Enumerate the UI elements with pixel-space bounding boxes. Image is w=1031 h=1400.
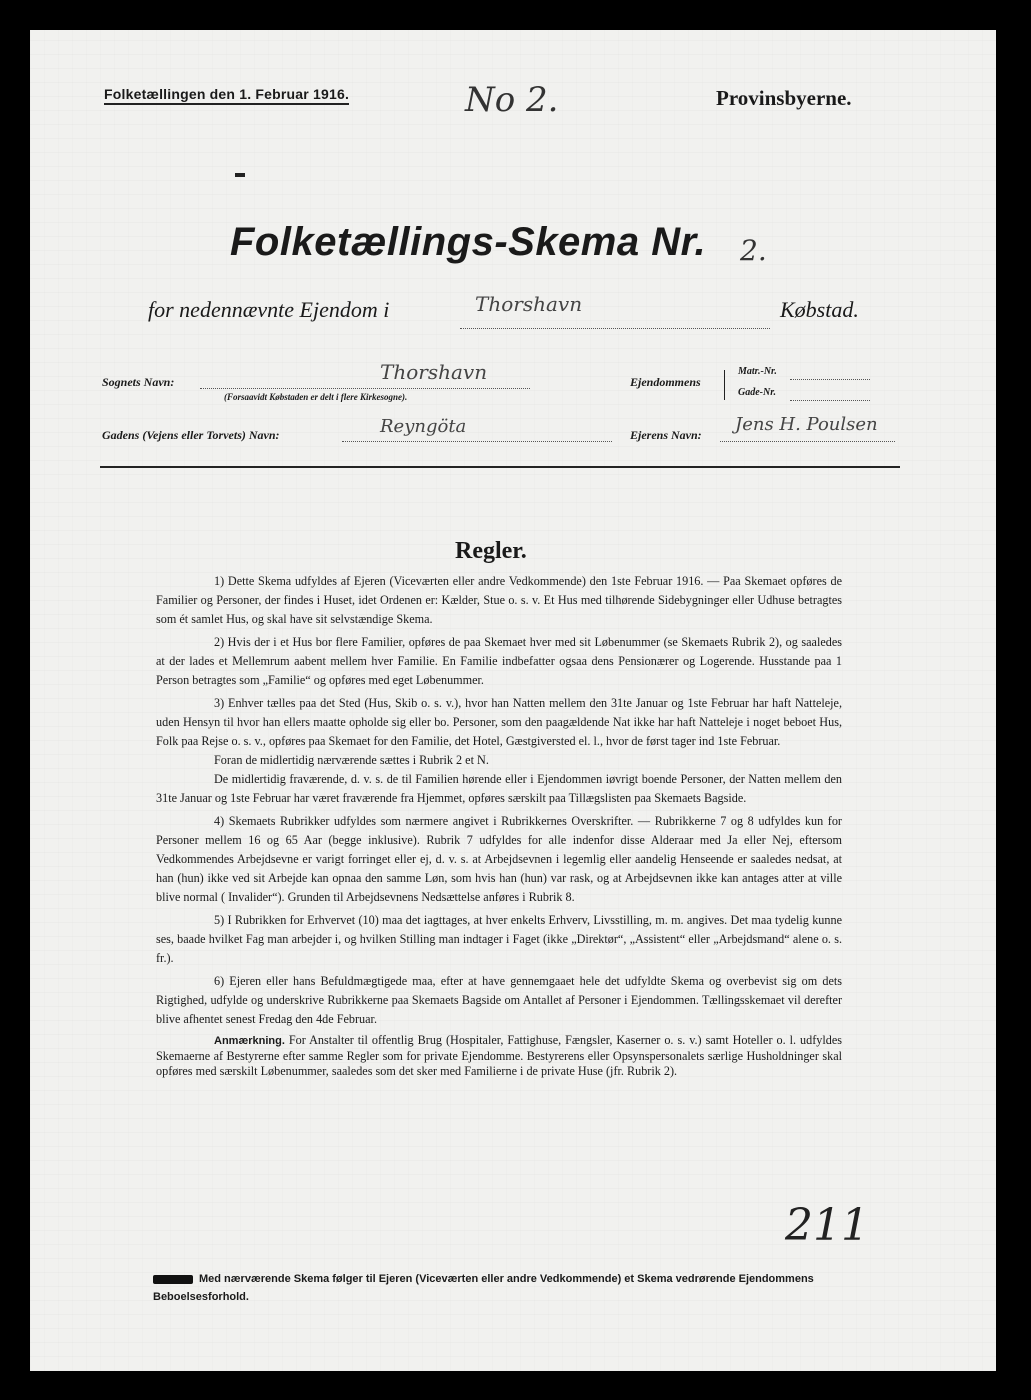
town-underline xyxy=(460,316,770,329)
street-label: Gadens (Vejens eller Torvets) Navn: xyxy=(102,428,280,442)
kobstad-label: Købstad. xyxy=(780,297,859,322)
gade-nr-underline xyxy=(790,388,870,401)
rules-heading: Regler. xyxy=(455,538,527,564)
gade-nr-label: Gade-Nr. xyxy=(738,387,777,398)
parish-label: Sognets Navn: xyxy=(102,375,175,389)
rule-6: 6) Ejeren eller hans Befuldmægtigede maa, efter at have gennemgaaet hele det udfyldte Skema og overbevist sig om dets Rigtighed, udfylde og underskrive Rubrikkerne paa Skemaets Bagside om Antallet af Personer i Ejendommen. Tællingsskemaet vil derefter blive afhentet senest Fredag den 4de Februar. xyxy=(156,974,842,1026)
dash-mark xyxy=(235,173,245,177)
property-label: Ejendommens xyxy=(630,375,701,389)
pointing-hand-icon xyxy=(153,1275,193,1284)
rule-3: 3) Enhver tælles paa det Sted (Hus, Skib o. s. v.), hvor han Natten mellem den 31te Januar og 1ste Februar har haft Natteleje, uden Hensyn til hvor han ellers maatte opholde sig eller bo. Personer, som den paagældende Nat ikke har haft Natteleje i noget beboet Hus, Folk paa Rejse o. s. v., opføres paa Skemaet for den Familie, det Hotel, Gæstgiversted el. l., hvor de først tager ind 1ste Februar. xyxy=(156,696,842,748)
owner-value: Jens H. Poulsen xyxy=(735,414,878,435)
parish-value: Thorshavn xyxy=(380,360,488,384)
street-value: Reyngöta xyxy=(380,416,467,437)
region-title: Provinsbyerne. xyxy=(716,86,852,110)
owner-label: Ejerens Navn: xyxy=(630,428,702,442)
for-property-label: for nedennævnte Ejendom i xyxy=(148,297,390,322)
census-title: Folketællingen den 1. Februar 1916. xyxy=(104,86,349,105)
rule-3-note-absent: De midlertidig fraværende, d. v. s. de til Familien hørende eller i Ejendommen iøvrigt boende Personer, der Natten mellem den 31te Januar og 1ste Februar har været fraværende fra Hjemmet, opføres særskilt paa Tillægslisten paa Skemaets Bagside. xyxy=(156,772,842,805)
rule-3-note-present: Foran de midlertidig nærværende sættes i Rubrik 2 et N. xyxy=(214,753,489,767)
form-title-number: 2. xyxy=(740,234,767,267)
form-title: Folketællings-Skema Nr. xyxy=(230,220,707,264)
bottom-note-text: Med nærværende Skema følger til Ejeren (Viceværten eller andre Vedkommende) et Skema vedrørende Ejendommens Beboelsesforhold. xyxy=(153,1273,814,1303)
rule-4: 4) Skemaets Rubrikker udfyldes som nærmere angivet i Rubrikkernes Overskrifter. — Rubrikkerne 7 og 8 udfyldes kun for Personer mellem 16 og 65 Aar (begge inklusive). Rubrik 7 udfyldes for alle indenfor disse Alderaar med Ja eller Nej, eftersom Vedkommendes Arbejdsevne er varigt forringet eller ej, d. v. s. at Arbejdsevnen i legemlig eller aandelig Henseende er saaledes nedsat, at han (hun) ikke ved sit Arbejde kan opnaa den samme Løn, som hvis han (hun) var rask, og at Arbejdsevnen ikke kan antages atter at ville blive normal ( Invalider“). Grunden til Arbejdsevnens Nedsættelse anføres i Rubrik 8. xyxy=(156,814,842,904)
document-page xyxy=(30,30,996,1371)
annotation-text: For Anstalter til offentlig Brug (Hospitaler, Fattighuse, Fængsler, Kaserner o. s. v.) samt Hoteller o. l. udfyldes Skemaerne af Bestyrerne efter samme Regler som for private Ejendomme. Bestyrerens eller Opsynspersonalets særlige Husholdninger skal opføres med særskilt Løbenummer, saaledes som det sker med Familierne i de private Huse (jfr. Rubrik 2). xyxy=(156,1033,842,1078)
matr-nr-label: Matr.-Nr. xyxy=(738,366,777,377)
parish-note: (Forsaavidt Købstaden er delt i flere Kirkesogne). xyxy=(224,392,408,402)
rule-2: 2) Hvis der i et Hus bor flere Familier, opføres de paa Skemaet hver med sit Løbenummer (se Skemaets Rubrik 2), og saaledes at der lades et Mellemrum aabent mellem hver Familie. En Familie indbefatter ogsaa dens Pensionærer og Logerende. Husstande paa 1 Person betragtes som „Familie“ og opføres med eget Løbenummer. xyxy=(156,635,842,687)
rule-5: 5) I Rubrikken for Erhvervet (10) maa det iagttages, at hver enkelts Erhverv, Livsstilling, m. m. angives. Det maa tydelig kunne ses, baade hvilket Fag man arbejder i, og hvilken Stilling man indtager i Faget (ikke „Direktør“, „Assistent“ eller „Arbejdsmand“ alene o. s. fr.). xyxy=(156,913,842,965)
annotation-label: Anmærkning. xyxy=(214,1035,285,1047)
rule-1: 1) Dette Skema udfyldes af Ejeren (Viceværten eller andre Vedkommende) den 1ste Februar 1916. — Paa Skemaet opføres de Familier og Personer, der findes i Huset, idet Ordenen er: Kælder, Stue o. s. v. Et Hus med tilhørende Sidebygninger eller Udhuse betragtes som ét samlet Hus, og skal have sit selvstændige Skema. xyxy=(156,574,842,626)
archive-number: 211 xyxy=(785,1200,869,1251)
divider-line xyxy=(100,466,900,468)
bottom-note xyxy=(153,1270,843,1306)
handwritten-number: No 2. xyxy=(465,80,559,120)
matr-nr-underline xyxy=(790,367,870,380)
rules-text xyxy=(156,572,842,1083)
annotation xyxy=(156,1033,842,1079)
town-handwritten: Thorshavn xyxy=(475,292,583,316)
brace-mark xyxy=(724,370,725,400)
